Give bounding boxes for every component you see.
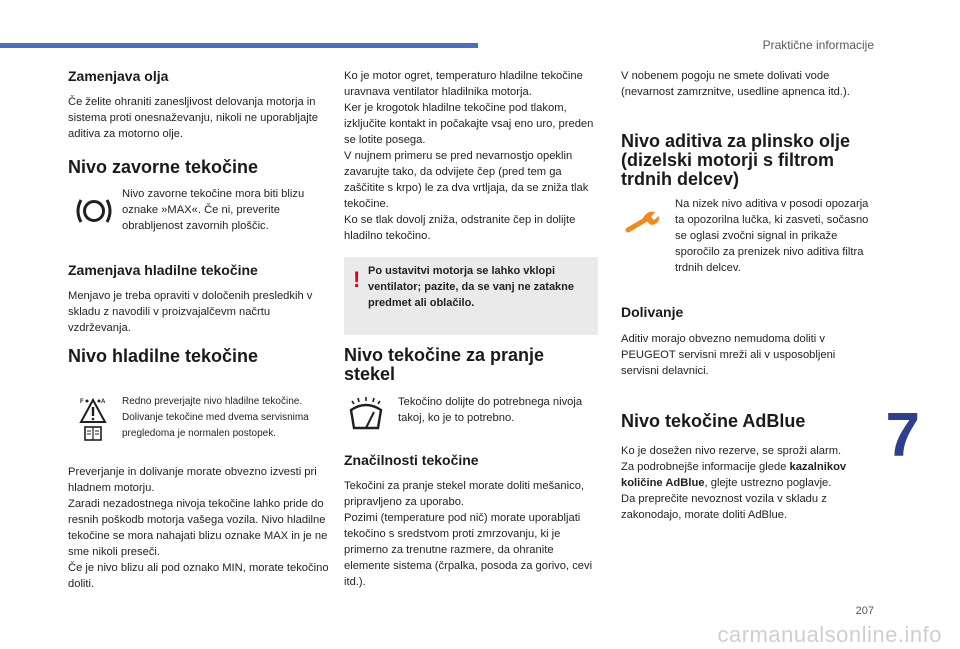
oil-change-text: Če želite ohraniti zanesljivost delovanja motorja in sistema proti onesnaževanju, nikoli ne uporabljajte aditiva za motorno olje. [68,96,319,140]
coolant-change-heading: Zamenjava hladilne tekočine [68,262,258,278]
adblue-text-part-2: , glejte ustrezno poglavje. Da preprečite nevoznost vozila v skladu z zakonodajo, morate doliti AdBlue. [621,477,832,521]
hot-engine-text: Ko je motor ogret, temperaturo hladilne tekočine uravnava ventilator hladilnika motorja. Ker je krogotok hladilne tekočine pod tlakom, izključite kontakt in počakajte vsaj eno uro, preden se lotite posega. V nujnem primeru se pred nevarnostjo opeklin zavarujte tako, da odvijete čep (pred tem ga zaščitite s krpo) le za dva vrtljaja, da se zniža tlak tekočine. Ko se tlak dovolj zniža, odstranite čep in dolijte hladilno tekočino. [344,70,594,242]
fluid-properties-heading: Značilnosti tekočine [344,452,479,468]
diesel-additive-heading: Nivo aditiva za plinsko olje (dizelski motorji s filtrom trdnih delcev) [621,131,851,189]
adblue-heading: Nivo tekočine AdBlue [621,411,806,431]
coolant-level-text: Preverjanje in dolivanje morate obvezno izvesti pri hladnem motorju. Zaradi nezadostnega nivoja tekočine lahko pride do resnih poškodb motorja vašega vozila. Nivo hladilne tekočine se mora nahajati blizu oznake MAX in je ne sme nikoli preseči. Če je nivo blizu ali pod oznako MIN, morate tekočino doliti. [68,466,329,590]
adblue-text [621,443,875,523]
washer-fluid-heading: Nivo tekočine za pranje stekel [344,345,545,384]
svg-text:A: A [101,399,106,405]
oil-change-heading: Zamenjava olja [68,68,169,84]
chapter-number: 7 [885,401,920,470]
svg-text:F: F [80,399,84,405]
brake-fluid-heading: Nivo zavorne tekočine [68,157,259,177]
no-water-text: V nobenem pogoju ne smete dolivati vode (nevarnost zamrznitve, usedline apnenca itd.). [621,70,850,98]
diesel-additive-text: Na nizek nivo aditiva v posodi opozarja ta opozorilna lučka, ki zasveti, sočasno se oglasi zvočni signal in prikaže sporočilo za prenizek nivo aditiva filtra trdnih delcev. [675,198,869,274]
fluid-properties-text: Tekočini za pranje stekel morate doliti mešanico, pripravljeno za uporabo. Pozimi (temperature pod nič) morate uporabljati tekočino s sredstvom proti zmrzovanju, ki je primerno za trenutne razmere, da ohranite elemente sistema (črpalka, posoda za gorivo, cevi itd.). [344,480,593,588]
coolant-level-heading: Nivo hladilne tekočine [68,346,259,366]
fan-warning-text: Po ustavitvi motorja se lahko vklopi ventilator; pazite, da se vanj ne zatakne predmet ali oblačilo. [368,265,575,309]
running-header: Praktične informacije [762,38,874,52]
wrench-warning-icon [625,208,661,236]
watermark: carmanualsonline.info [717,622,942,647]
top-accent-bar [0,43,478,48]
brake-fluid-text: Nivo zavorne tekočine mora biti blizu oznake »MAX«. Če ni, preverite obrabljenost zavornih ploščic. [122,188,305,232]
coolant-note-text: Redno preverjajte nivo hladilne tekočine. Dolivanje tekočine med dvema servisnima pregledoma je normalen postopek. [122,396,309,439]
fan-warning-box [344,257,598,335]
page-number: 207 [855,605,874,617]
coolant-warning-icon [76,396,110,442]
washer-fluid-icon [348,396,384,432]
washer-fluid-text: Tekočino dolijte do potrebnega nivoja takoj, ko je to potrebno. [398,396,583,424]
adblue-reference-link[interactable]: kazalnikov količine AdBlue [621,461,847,489]
coolant-change-text: Menjavo je treba opraviti v določenih presledkih v skladu z navodili v proizvajalčevm načrtu vzdrževanja. [68,290,313,334]
warning-exclamation-icon: ! [353,267,361,292]
refill-text: Aditiv morajo obvezno nemudoma doliti v PEUGEOT servisni mreži ali v usposobljeni servisni delavnici. [621,333,836,377]
refill-heading: Dolivanje [621,304,684,320]
brake-warning-icon [76,196,112,226]
adblue-text-part-1: Ko je dosežen nivo rezerve, se sproži alarm. Za podrobnejše informacije glede [621,445,842,473]
